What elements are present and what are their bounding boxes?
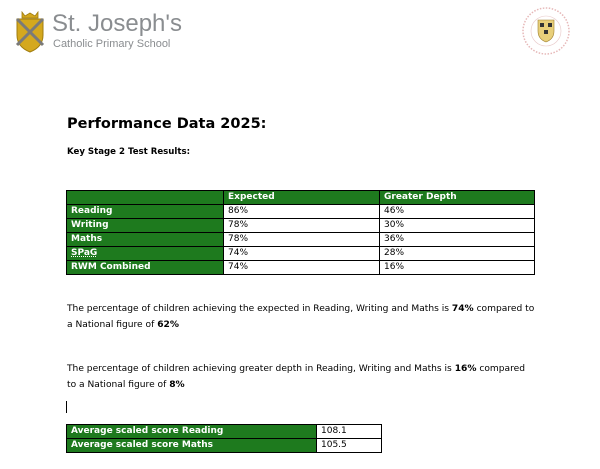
row-subject: RWM Combined	[67, 261, 224, 275]
paragraph-text: The percentage of children achieving greater depth in Reading, Writing and Maths is	[67, 364, 455, 374]
school-crest-icon	[13, 11, 47, 53]
row-expected: 74%	[224, 261, 380, 275]
row-expected: 78%	[224, 233, 380, 247]
row-subject	[67, 247, 224, 261]
row-greater-depth: 36%	[380, 233, 535, 247]
table-row	[67, 247, 535, 261]
page-title: Performance Data 2025:	[67, 116, 267, 132]
score-label: Average scaled score Maths	[67, 439, 317, 453]
row-greater-depth: 30%	[380, 219, 535, 233]
school-subtitle: Catholic Primary School	[53, 38, 171, 50]
table-row	[67, 219, 535, 233]
header-cell-expected: Expected	[224, 191, 380, 205]
paragraph-value: 74%	[451, 304, 474, 314]
row-expected: 86%	[224, 205, 380, 219]
table-row	[67, 233, 535, 247]
score-value: 105.5	[317, 439, 382, 453]
paragraph-text: compared to a National figure of	[67, 364, 526, 390]
paragraph-text: compared to a National figure of	[67, 304, 535, 330]
score-value: 108.1	[317, 425, 382, 439]
results-header-row	[67, 191, 535, 205]
table-row	[67, 261, 535, 275]
paragraph-expected	[67, 301, 537, 333]
paragraph-text: The percentage of children achieving the expected in Reading, Writing and Maths is	[67, 304, 452, 314]
results-table	[66, 190, 535, 275]
score-label: Average scaled score Reading	[67, 425, 317, 439]
row-expected: 78%	[224, 219, 380, 233]
text-cursor[interactable]	[66, 401, 67, 413]
table-row	[67, 425, 382, 439]
table-row	[67, 439, 382, 453]
row-greater-depth: 28%	[380, 247, 535, 261]
school-name: St. Joseph's	[52, 10, 182, 37]
paragraph-national: 62%	[157, 320, 179, 330]
row-subject: Writing	[67, 219, 224, 233]
row-greater-depth: 16%	[380, 261, 535, 275]
paragraph-greater-depth	[67, 361, 537, 393]
header-cell-greater-depth: Greater Depth	[380, 191, 535, 205]
school-seal-icon	[521, 6, 571, 56]
paragraph-value: 16%	[454, 364, 477, 374]
row-subject: Reading	[67, 205, 224, 219]
spag-label: SPaG	[71, 248, 98, 258]
scores-table	[66, 424, 382, 453]
table-row	[67, 205, 535, 219]
subheading: Key Stage 2 Test Results:	[67, 147, 191, 157]
row-expected: 74%	[224, 247, 380, 261]
row-greater-depth: 46%	[380, 205, 535, 219]
header-cell-blank	[67, 191, 224, 205]
paragraph-national: 8%	[169, 380, 185, 390]
row-subject: Maths	[67, 233, 224, 247]
